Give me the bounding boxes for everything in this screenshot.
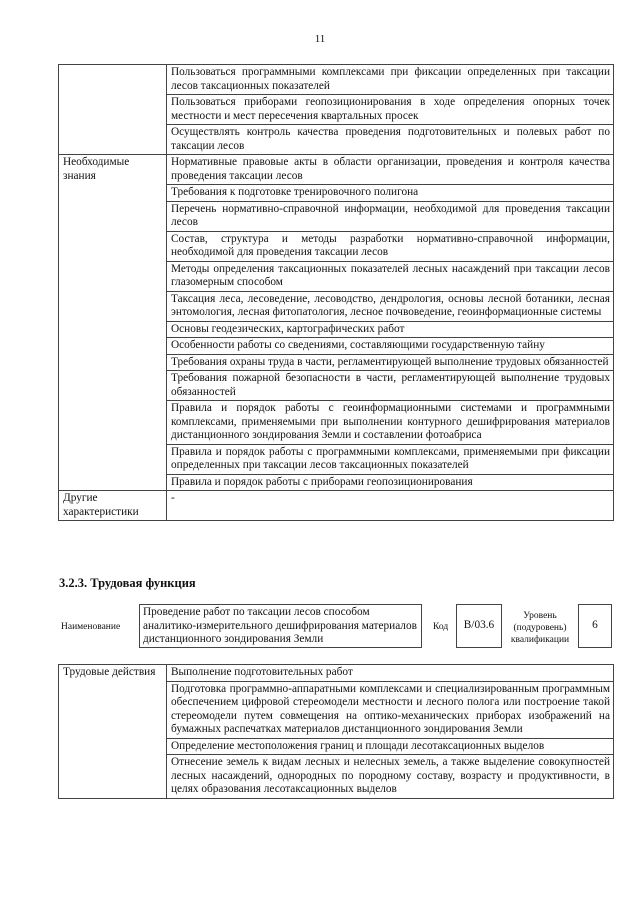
skill-item: Пользоваться программными комплексами при фиксации определенных при таксации лесов таксационных показателей bbox=[167, 65, 614, 95]
labor-actions-table bbox=[58, 664, 614, 799]
knowledge-item: Требования к подготовке тренировочного полигона bbox=[167, 185, 614, 202]
knowledge-item: Правила и порядок работы с программными комплексами, применяемыми при фиксации определенных при таксации лесов таксационных показателей bbox=[167, 444, 614, 474]
knowledge-item: Методы определения таксационных показателей лесных насаждений при таксации лесов глазомерным способом bbox=[167, 261, 614, 291]
code-label: Код bbox=[433, 622, 449, 632]
knowledge-item: Особенности работы со сведениями, составляющими государственную тайну bbox=[167, 338, 614, 355]
knowledge-item: Перечень нормативно-справочной информации, необходимой для проведения таксации лесов bbox=[167, 201, 614, 231]
action-item: Выполнение подготовительных работ bbox=[167, 665, 614, 682]
skill-item: Пользоваться приборами геопозиционирования в ходе определения опорных точек местности и мест пересечения квартальных просек bbox=[167, 95, 614, 125]
action-item: Подготовка программно-аппаратными комплексами и специализированным программным обеспечением цифровой стереомодели местности и лесного полога или построение такой стереомодели путем совмещения на оптико-механических приборах изображений на бумажных распечатках материалов дистанционного зондирования Земли bbox=[167, 681, 614, 738]
knowledge-item: Правила и порядок работы с приборами геопозиционирования bbox=[167, 474, 614, 491]
page-number: 11 bbox=[314, 33, 326, 45]
name-label: Наименование bbox=[61, 622, 121, 632]
table-row bbox=[59, 665, 614, 682]
skills-label-cell bbox=[59, 65, 167, 155]
level-box: 6 bbox=[578, 604, 612, 648]
code-box: B/03.6 bbox=[456, 604, 502, 648]
labor-actions-label: Трудовые действия bbox=[59, 665, 167, 799]
knowledge-item: Требования охраны труда в части, регламентирующей выполнение трудовых обязанностей bbox=[167, 354, 614, 371]
knowledge-item: Нормативные правовые акты в области организации, проведения и контроля качества проведения таксации лесов bbox=[167, 155, 614, 185]
knowledge-item: Правила и порядок работы с геоинформационными системами и программными комплексами, применяемыми при выполнении контурного дешифрирования материалов дистанционного зондирования Земли и составлении фотоабриса bbox=[167, 401, 614, 445]
skill-item: Осуществлять контроль качества проведения подготовительных и полевых работ по таксации лесов bbox=[167, 125, 614, 155]
action-item: Отнесение земель к видам лесных и нелесных земель, а также выделение совокупностей лесных насаждений, однородных по породному составу, возрасту и продуктивности, в целях образования лесотаксационных выделов bbox=[167, 755, 614, 799]
level-label: Уровень (подуровень) квалификации bbox=[510, 611, 570, 645]
other-characteristics-value: - bbox=[167, 491, 614, 521]
function-name-box: Проведение работ по таксации лесов способом аналитико-измерительного дешифрирования материалов дистанционного зондирования Земли bbox=[139, 604, 422, 648]
table-row bbox=[59, 65, 614, 95]
action-item: Определение местоположения границ и площади лесотаксационных выделов bbox=[167, 738, 614, 755]
table-row bbox=[59, 155, 614, 185]
section-title: 3.2.3. Трудовая функция bbox=[59, 576, 196, 590]
skills-knowledge-table bbox=[58, 64, 614, 521]
knowledge-label: Необходимые знания bbox=[59, 155, 167, 491]
other-characteristics-label: Другие характеристики bbox=[59, 491, 167, 521]
knowledge-item: Состав, структура и методы разработки нормативно-справочной информации, необходимой для проведения таксации лесов bbox=[167, 231, 614, 261]
knowledge-item: Основы геодезических, картографических работ bbox=[167, 321, 614, 338]
knowledge-item: Таксация леса, лесоведение, лесоводство, дендрология, основы лесной ботаники, лесная энтомология, лесная фитопатология, лесное почвоведение, геоинформационные системы bbox=[167, 291, 614, 321]
knowledge-item: Требования пожарной безопасности в части, регламентирующей выполнение трудовых обязанностей bbox=[167, 371, 614, 401]
table-row bbox=[59, 491, 614, 521]
